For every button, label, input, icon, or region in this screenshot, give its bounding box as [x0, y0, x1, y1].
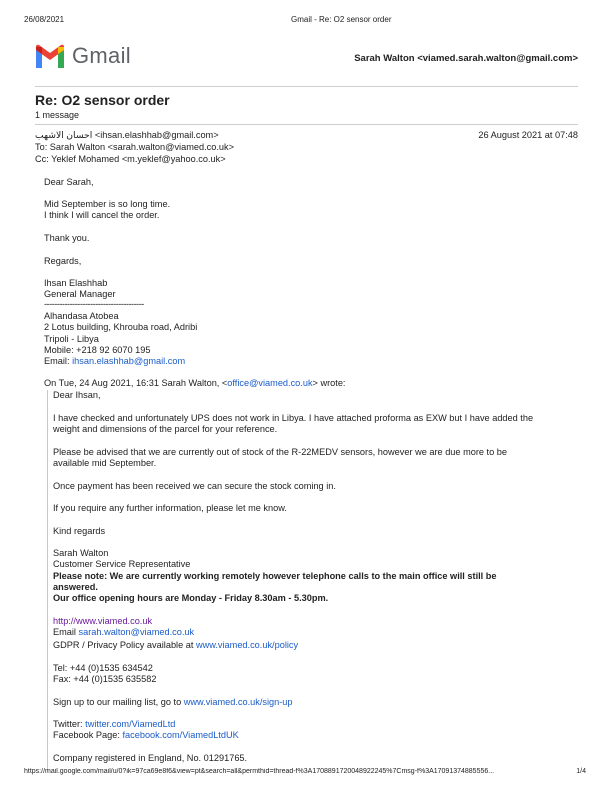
sender-email: <ihsan.elashhab@gmail.com> [94, 130, 219, 140]
quote-note: answered. [53, 582, 98, 592]
quote-intro-text: > wrote: [312, 378, 346, 388]
quote-signup-row [53, 697, 293, 708]
message-to: To: Sarah Walton <sarah.walton@viamed.co.uk> [35, 142, 234, 152]
sig-title: General Manager [44, 289, 116, 299]
print-date: 26/08/2021 [24, 15, 65, 24]
quote-email-row [53, 627, 194, 638]
thread-subject: Re: O2 sensor order [35, 92, 170, 108]
sig-name: Ihsan Elashhab [44, 278, 108, 288]
quote-line: If you require any further information, please let me know. [53, 503, 287, 513]
quote-hours: Our office opening hours are Monday - Friday 8.30am - 5.30pm. [53, 593, 329, 603]
sig-company: Alhandasa Atobea [44, 311, 119, 321]
quote-company: Company registered in England, No. 01291765. [53, 753, 248, 763]
subject-divider [35, 124, 578, 125]
quote-line: I have checked and unfortunately UPS does not work in Libya. I have attached proforma as EXW but I have added the [53, 413, 534, 423]
quote-note: Please note: We are currently working remotely however telephone calls to the main office will still be [53, 571, 497, 581]
quote-facebook-row [53, 730, 239, 741]
quote-greeting: Dear Ihsan, [53, 390, 101, 400]
sig-address: 2 Lotus building, Khrouba road, Adribi [44, 322, 198, 332]
quote-facebook-link[interactable]: facebook.com/ViamedLtdUK [122, 730, 239, 740]
sig-email-row [44, 356, 185, 367]
quote-kind-regards: Kind regards [53, 526, 106, 536]
print-page-number: 1/4 [576, 768, 586, 775]
quote-line: Once payment has been received we can secure the stock coming in. [53, 481, 336, 491]
message-cc: Cc: Yeklef Mohamed <m.yeklef@yahoo.co.uk> [35, 154, 226, 164]
quote-line: Please be advised that we are currently out of stock of the R-22MEDV sensors, however we are due more to be [53, 447, 507, 457]
body-line: I think I will cancel the order. [44, 210, 160, 220]
sig-email-link[interactable]: ihsan.elashhab@gmail.com [72, 356, 186, 366]
quote-line: available mid September. [53, 458, 157, 468]
quote-tel: Tel: +44 (0)1535 634542 [53, 663, 153, 673]
quote-gdpr-row [53, 640, 298, 651]
quote-intro-text: On Tue, 24 Aug 2021, 16:31 Sarah Walton, < [44, 378, 228, 388]
quote-intro [44, 378, 345, 389]
print-url: https://mail.google.com/mail/u/0?ik=97ca69e8f6&view=pt&search=all&permthid=thread-f%3A1708891720048922245%7Cmsg-f%3A17091374885556... [24, 768, 495, 775]
body-greeting: Dear Sarah, [44, 177, 94, 187]
quote-signup-link[interactable]: www.viamed.co.uk/sign-up [183, 697, 293, 707]
message-count: 1 message [35, 110, 80, 120]
sig-email-label: Email: [44, 356, 73, 366]
body-thanks: Thank you. [44, 233, 90, 243]
quote-gdpr-link[interactable]: www.viamed.co.uk/policy [195, 640, 299, 650]
quote-twitter-row [53, 719, 175, 730]
message-date: 26 August 2021 at 07:48 [478, 130, 578, 140]
quote-twitter-link[interactable]: twitter.com/ViamedLtd [85, 719, 176, 729]
quote-facebook-label: Facebook Page: [53, 730, 123, 740]
quote-signup-label: Sign up to our mailing list, go to [53, 697, 184, 707]
sig-mobile: Mobile: +218 92 6070 195 [44, 345, 151, 355]
sig-rule: --------------------------------------- [44, 299, 144, 309]
quote-bar [47, 390, 48, 772]
sig-address: Tripoli - Libya [44, 334, 99, 344]
quote-gdpr-label: GDPR / Privacy Policy available at [53, 640, 196, 650]
message-from [35, 130, 219, 141]
quote-fax: Fax: +44 (0)1535 635582 [53, 674, 157, 684]
quote-sig-name: Sarah Walton [53, 548, 109, 558]
body-regards: Regards, [44, 256, 82, 266]
gmail-wordmark: Gmail [72, 43, 131, 68]
quote-email-link[interactable]: sarah.walton@viamed.co.uk [78, 627, 195, 637]
header-divider [35, 86, 578, 87]
gmail-logo-icon [34, 44, 66, 68]
sender-name: احسان الاشهب [35, 130, 93, 140]
quote-twitter-label: Twitter: [53, 719, 86, 729]
quote-line: weight and dimensions of the parcel for your reference. [53, 424, 278, 434]
body-line: Mid September is so long time. [44, 199, 171, 209]
quote-email-label: Email [53, 627, 79, 637]
print-title: Gmail - Re: O2 sensor order [291, 15, 392, 24]
quote-intro-link[interactable]: office@viamed.co.uk [227, 378, 313, 388]
quote-sig-role: Customer Service Representative [53, 559, 191, 569]
account-email: Sarah Walton <viamed.sarah.walton@gmail.com> [354, 53, 578, 64]
quote-website-link[interactable]: http://www.viamed.co.uk [53, 616, 153, 626]
